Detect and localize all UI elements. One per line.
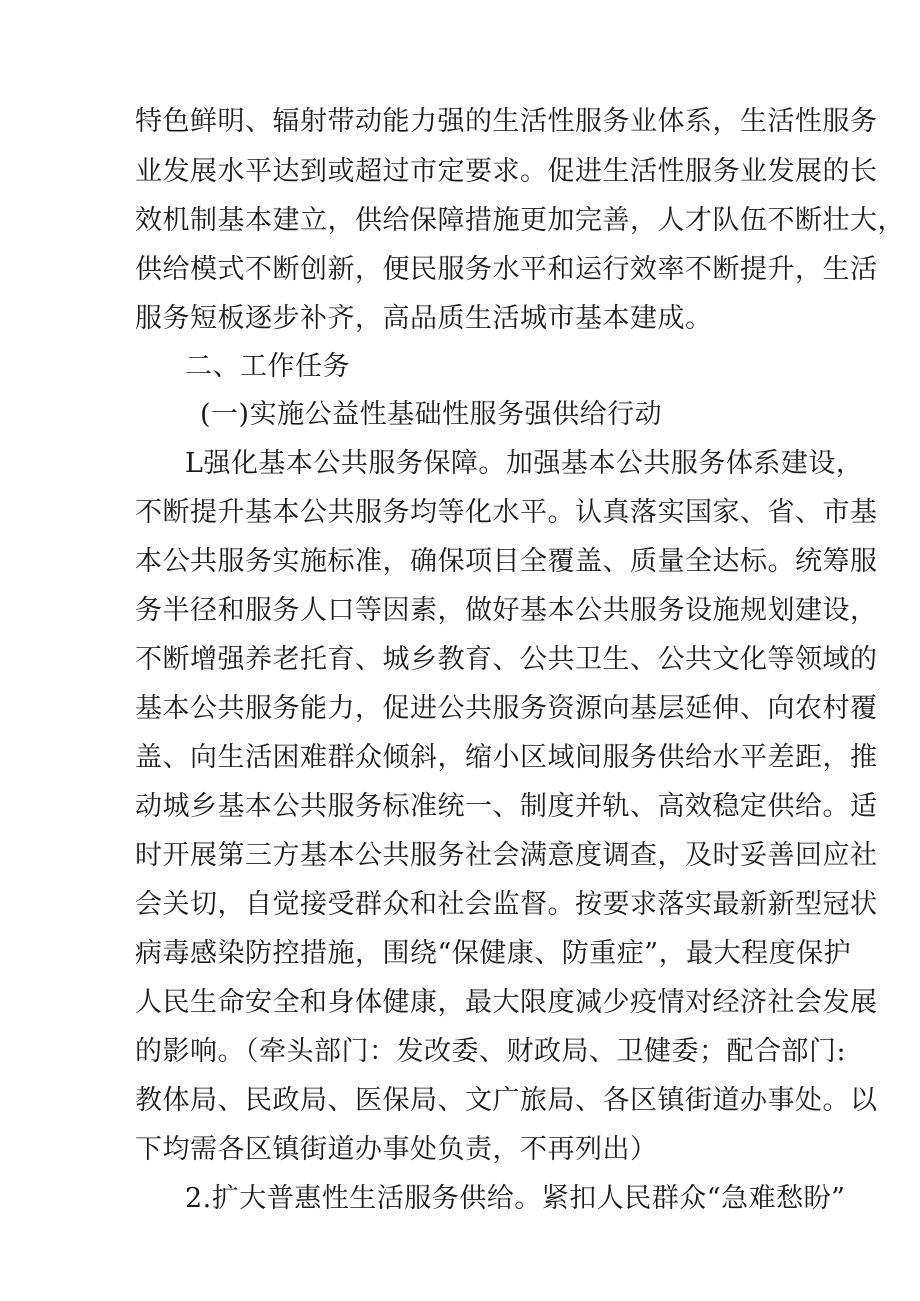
paragraph-line: 不断增强养老托育、城乡教育、公共卫生、公共文化等领域的 (135, 644, 878, 675)
paragraph-line: 基本公共服务能力，促进公共服务资源向基层延伸、向农村覆 (135, 693, 878, 724)
section-heading: 二、工作任务 (185, 351, 350, 382)
paragraph-line: 盖、向生活困难群众倾斜，缩小区域间服务供给水平差距，推 (135, 742, 878, 773)
paragraph-line: 病毒感染防控措施，围绕“保健康、防重症”，最大程度保护 (135, 938, 852, 969)
paragraph-line: L强化基本公共服务保障。加强基本公共服务体系建设， (185, 448, 864, 479)
paragraph-line: 下均需各区镇街道办事处负责，不再列出） (135, 1134, 658, 1165)
paragraph-line: 的影响。（牵头部门：发改委、财政局、卫健委；配合部门: (135, 1036, 847, 1067)
paragraph-line: 会关切，自觉接受群众和社会监督。按要求落实最新新型冠状 (135, 889, 878, 920)
paragraph-line: 人民生命安全和身体健康，最大限度减少疫情对经济社会发展 (135, 987, 878, 1018)
paragraph-line: 效机制基本建立，供给保障措施更加完善，人才队伍不断壮大， (135, 205, 905, 236)
paragraph-line: 供给模式不断创新，便民服务水平和运行效率不断提升，生活 (135, 254, 878, 285)
paragraph-line: 特色鲜明、辐射带动能力强的生活性服务业体系，生活性服务 (135, 106, 878, 137)
subsection-heading: (一)实施公益性基础性服务强供给行动 (200, 399, 663, 430)
paragraph-line: 本公共服务实施标准，确保项目全覆盖、质量全达标。统筹服 (135, 546, 878, 577)
paragraph-line: 不断提升基本公共服务均等化水平。认真落实国家、省、市基 (135, 497, 878, 528)
paragraph-line: 服务短板逐步补齐，高品质生活城市基本建成。 (135, 303, 713, 334)
paragraph-line: 教体局、民政局、医保局、文广旅局、各区镇街道办事处。以 (135, 1085, 878, 1116)
paragraph-line: 时开展第三方基本公共服务社会满意度调查，及时妥善回应社 (135, 840, 878, 871)
paragraph-line: 2.扩大普惠性生活服务供给。紧扣人民群众“急难愁盼” (185, 1183, 846, 1214)
paragraph-line: 动城乡基本公共服务标准统一、制度并轨、高效稳定供给。适 (135, 791, 878, 822)
paragraph-line: 业发展水平达到或超过市定要求。促进生活性服务业发展的长 (135, 156, 878, 187)
paragraph-line: 务半径和服务人口等因素，做好基本公共服务设施规划建设， (135, 595, 878, 626)
